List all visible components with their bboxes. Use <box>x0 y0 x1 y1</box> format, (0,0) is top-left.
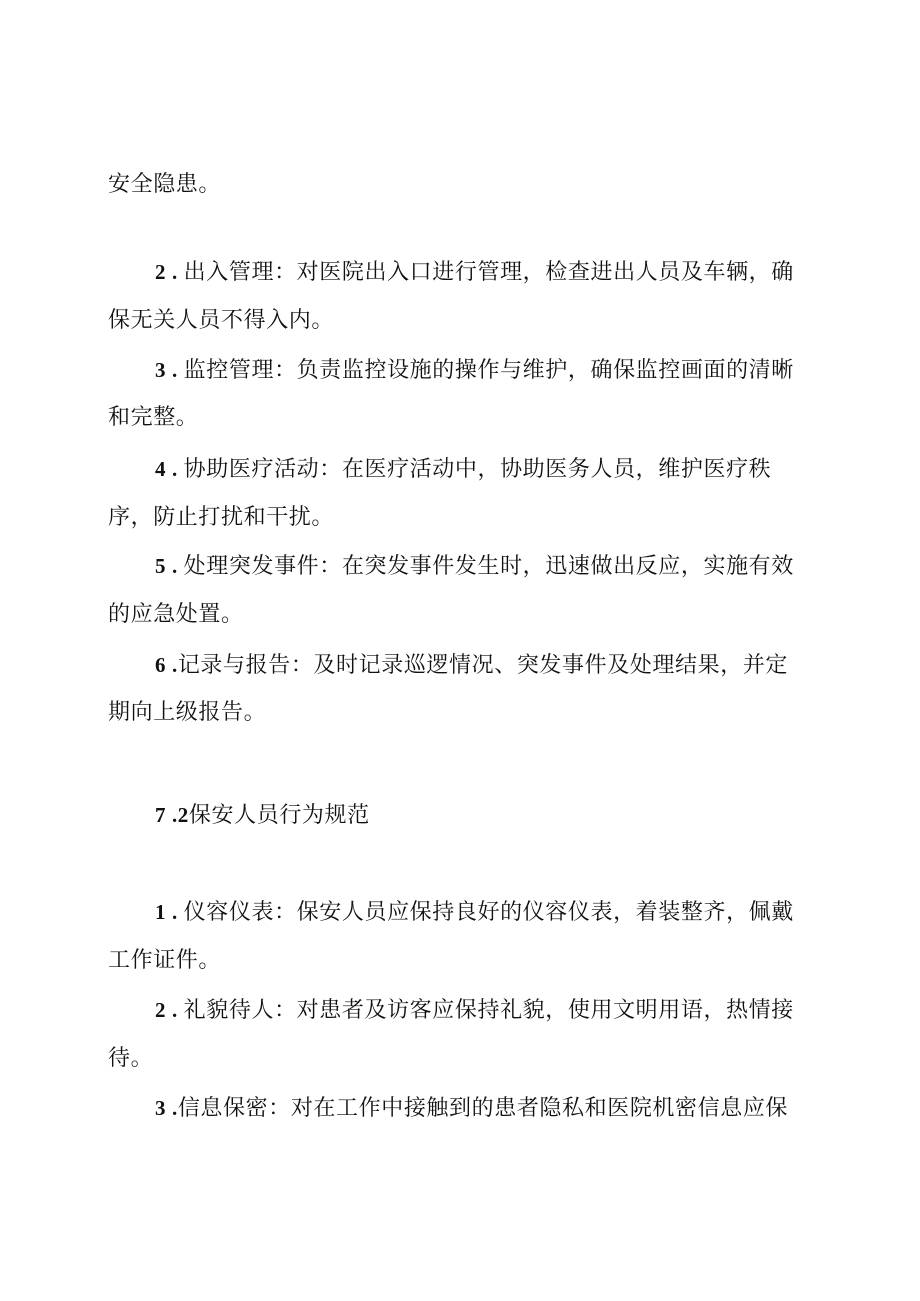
section-heading <box>155 800 820 831</box>
conduct-item-2-line2: 待。 <box>108 1046 154 1071</box>
item-text: 协助医疗活动：在医疗活动中，协助医务人员，维护医疗秩 <box>183 457 772 482</box>
item-separator: . <box>166 653 178 677</box>
list-item-6-line1 <box>155 650 820 681</box>
item-number: 3 <box>155 358 167 382</box>
list-item-5-line1 <box>155 551 820 582</box>
item-separator: . <box>166 554 184 578</box>
conduct-item-1-line2: 工作证件。 <box>108 948 222 973</box>
item-separator: . <box>166 457 184 481</box>
item-text: 处理突发事件：在突发事件发生时，迅速做出反应，实施有效 <box>183 554 794 579</box>
list-item-4-line2: 序，防止打扰和干扰。 <box>108 505 335 530</box>
conduct-item-1-line1 <box>155 897 820 928</box>
item-number: 2 <box>155 998 167 1022</box>
item-separator: . <box>166 900 184 924</box>
item-separator: . <box>166 358 184 382</box>
item-text: 信息保密：对在工作中接触到的患者隐私和医院机密信息应保 <box>177 1096 789 1121</box>
list-item-3-line1 <box>155 355 820 386</box>
item-separator: . <box>166 998 184 1022</box>
item-number: 6 <box>155 653 167 677</box>
heading-text: 保安人员行为规范 <box>188 803 370 828</box>
item-text: 礼貌待人：对患者及访客应保持礼貌，使用文明用语，热情接 <box>183 998 794 1023</box>
conduct-item-2-line1 <box>155 995 820 1026</box>
heading-number: 7 <box>155 803 167 827</box>
item-text: 出入管理：对医院出入口进行管理，检查进出人员及车辆，确 <box>183 260 794 285</box>
list-item-5-line2: 的应急处置。 <box>108 602 244 627</box>
list-item-2-line2: 保无关人员不得入内。 <box>108 308 335 333</box>
item-separator: . <box>166 1096 178 1120</box>
item-text: 监控管理：负责监控设施的操作与维护，确保监控画面的清晰 <box>183 358 794 383</box>
heading-separator: .2 <box>166 803 189 827</box>
item-number: 1 <box>155 900 167 924</box>
item-text: 仪容仪表：保安人员应保持良好的仪容仪表，着装整齐，佩戴 <box>183 900 794 925</box>
list-item-6-line2: 期向上级报告。 <box>108 700 267 725</box>
conduct-item-3-line1 <box>155 1093 820 1124</box>
list-item-4-line1 <box>155 454 820 485</box>
list-item-2-line1 <box>155 257 820 288</box>
item-number: 3 <box>155 1096 167 1120</box>
item-number: 2 <box>155 260 167 284</box>
item-number: 5 <box>155 554 167 578</box>
item-separator: . <box>166 260 184 284</box>
continuation-text: 安全隐患。 <box>108 172 222 197</box>
item-text: 记录与报告：及时记录巡逻情况、突发事件及处理结果，并定 <box>177 653 789 678</box>
list-item-3-line2: 和完整。 <box>108 405 199 430</box>
item-number: 4 <box>155 457 167 481</box>
